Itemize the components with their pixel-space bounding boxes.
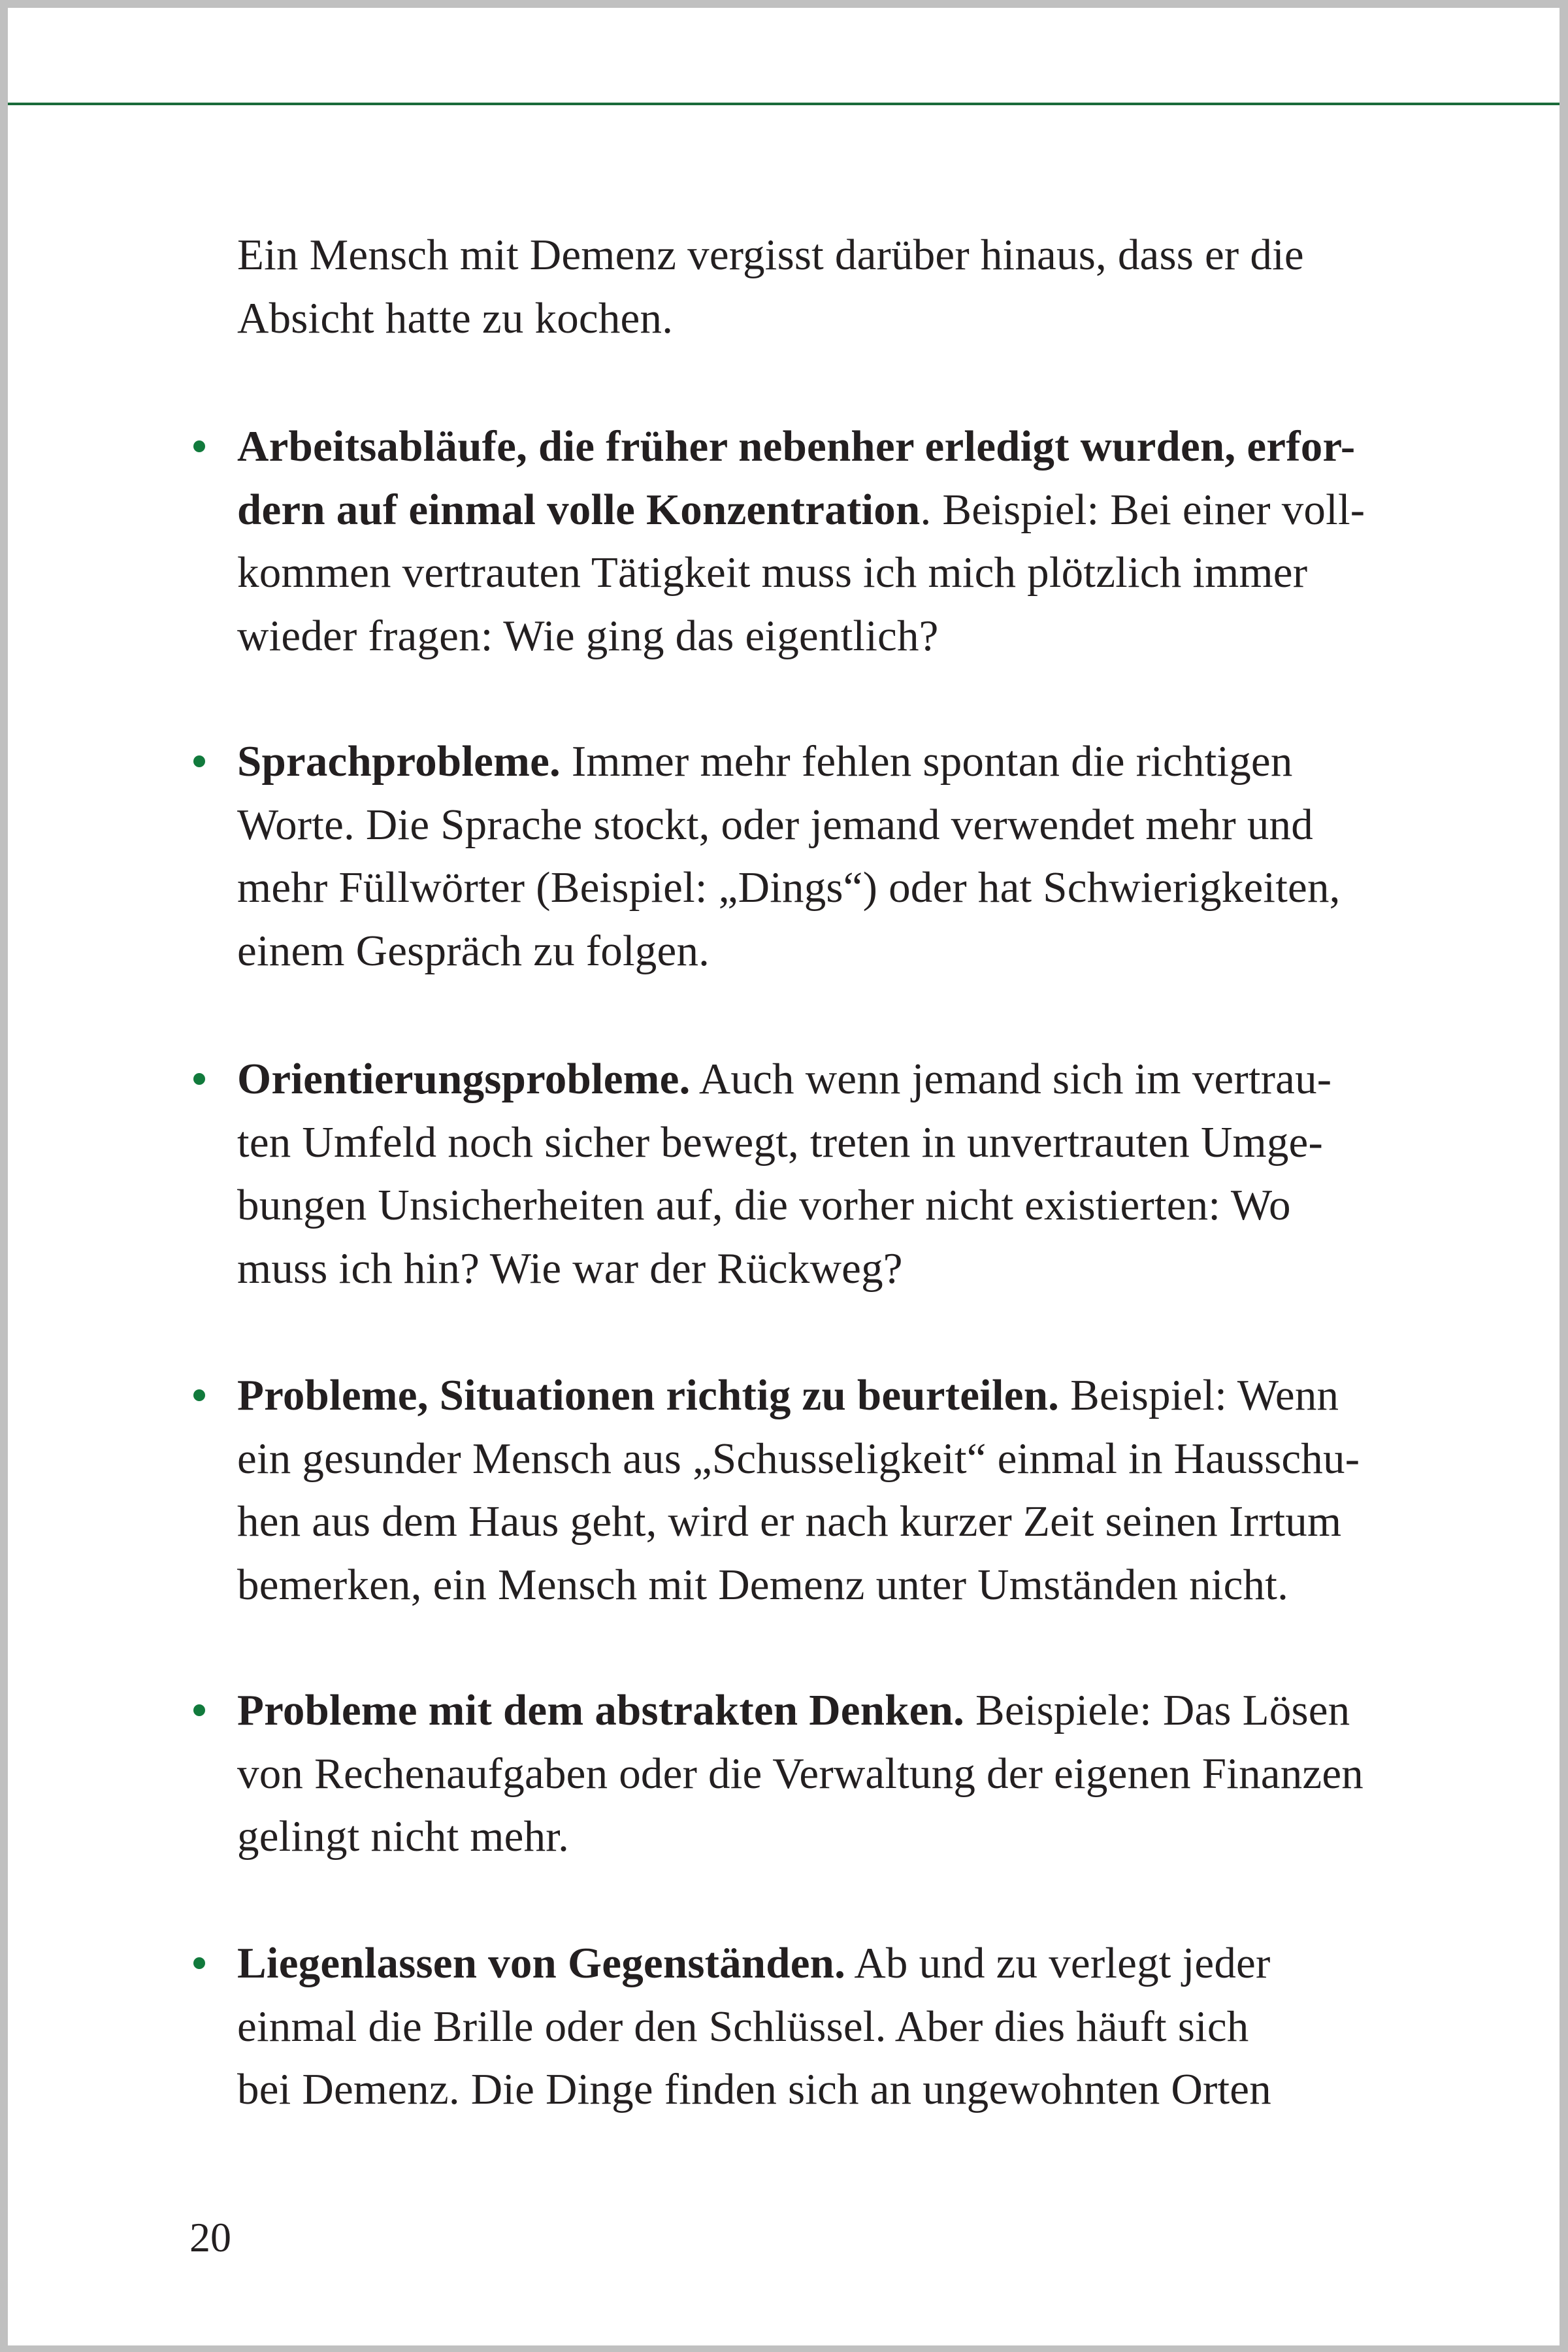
text-line: wieder fragen: Wie ging das eigentlich? <box>237 611 939 660</box>
list-item-abstraktes-denken <box>237 1679 1387 1868</box>
text-line: Absicht hatte zu kochen. <box>237 293 674 342</box>
page-number: 20 <box>189 2214 231 2261</box>
text-line: bungen Unsicherheiten auf, die vorher nicht existierten: Wo <box>237 1181 1291 1229</box>
bullet-icon <box>193 1389 205 1401</box>
text-line: von Rechenaufgaben oder die Verwaltung der eigenen Finanzen <box>237 1749 1364 1798</box>
item-heading: Orientierungsprobleme. <box>237 1055 691 1103</box>
text-line: mehr Füllwörter (Beispiel: „Dings“) oder hat Schwierigkeiten, <box>237 863 1341 912</box>
text-line <box>237 478 1387 542</box>
bullet-icon <box>193 755 205 767</box>
item-heading: Sprachprobleme. <box>237 737 561 786</box>
text-line: bemerken, ein Mensch mit Demenz unter Umständen nicht. <box>237 1560 1289 1609</box>
item-text: Immer mehr fehlen spontan die richtigen <box>560 737 1293 786</box>
text-line <box>237 1932 1387 1995</box>
bullet-icon <box>193 1957 205 1969</box>
list-item-liegenlassen <box>237 1932 1387 2121</box>
header-rule <box>8 103 1560 105</box>
text-line: ein gesunder Mensch aus „Schusseligkeit“ einmal in Hausschu- <box>237 1434 1360 1483</box>
item-text: Ab und zu verlegt jeder <box>845 1939 1271 1987</box>
text-line: Ein Mensch mit Demenz vergisst darüber hinaus, dass er die <box>237 231 1304 279</box>
text-line <box>237 730 1387 793</box>
list-item-orientierungsprobleme <box>237 1048 1387 1300</box>
text-line: hen aus dem Haus geht, wird er nach kurzer Zeit seinen Irrtum <box>237 1497 1342 1546</box>
text-line: einmal die Brille oder den Schlüssel. Aber dies häuft sich <box>237 2002 1249 2051</box>
bullet-icon <box>193 1704 205 1716</box>
intro-paragraph <box>237 224 1387 350</box>
item-text: Beispiel: Wenn <box>1059 1371 1339 1419</box>
text-line <box>237 1048 1387 1111</box>
list-item-situationen-beurteilen <box>237 1364 1387 1616</box>
item-heading: Probleme mit dem abstrakten Denken. <box>237 1686 965 1734</box>
text-line: kommen vertrauten Tätigkeit muss ich mich plötzlich immer <box>237 548 1308 597</box>
text-line: bei Demenz. Die Dinge finden sich an ungewohnten Orten <box>237 2065 1271 2113</box>
item-heading: Probleme, Situationen richtig zu beurteilen. <box>237 1371 1060 1419</box>
item-heading: Arbeitsabläufe, die früher nebenher erledigt wurden, erfor- <box>237 422 1356 471</box>
text-line: einem Gespräch zu folgen. <box>237 926 710 975</box>
text-line <box>237 415 1387 478</box>
item-text: Auch wenn jemand sich im vertrau- <box>690 1055 1332 1103</box>
list-item-sprachprobleme <box>237 730 1387 982</box>
bullet-icon <box>193 440 205 452</box>
text-line <box>237 1364 1387 1427</box>
item-heading: dern auf einmal volle Konzentration <box>237 485 921 534</box>
text-line: Worte. Die Sprache stockt, oder jemand verwendet mehr und <box>237 800 1313 849</box>
text-line: muss ich hin? Wie war der Rückweg? <box>237 1244 903 1293</box>
text-line <box>237 1679 1387 1742</box>
item-text: Beispiele: Das Lösen <box>964 1686 1350 1734</box>
text-line: gelingt nicht mehr. <box>237 1812 570 1861</box>
item-text: . Beispiel: Bei einer voll- <box>920 485 1365 534</box>
bullet-icon <box>193 1073 205 1085</box>
item-heading: Liegenlassen von Gegenständen. <box>237 1939 846 1987</box>
text-line: ten Umfeld noch sicher bewegt, treten in unvertrauten Umge- <box>237 1118 1324 1167</box>
list-item-arbeitsablaeufe <box>237 415 1387 667</box>
